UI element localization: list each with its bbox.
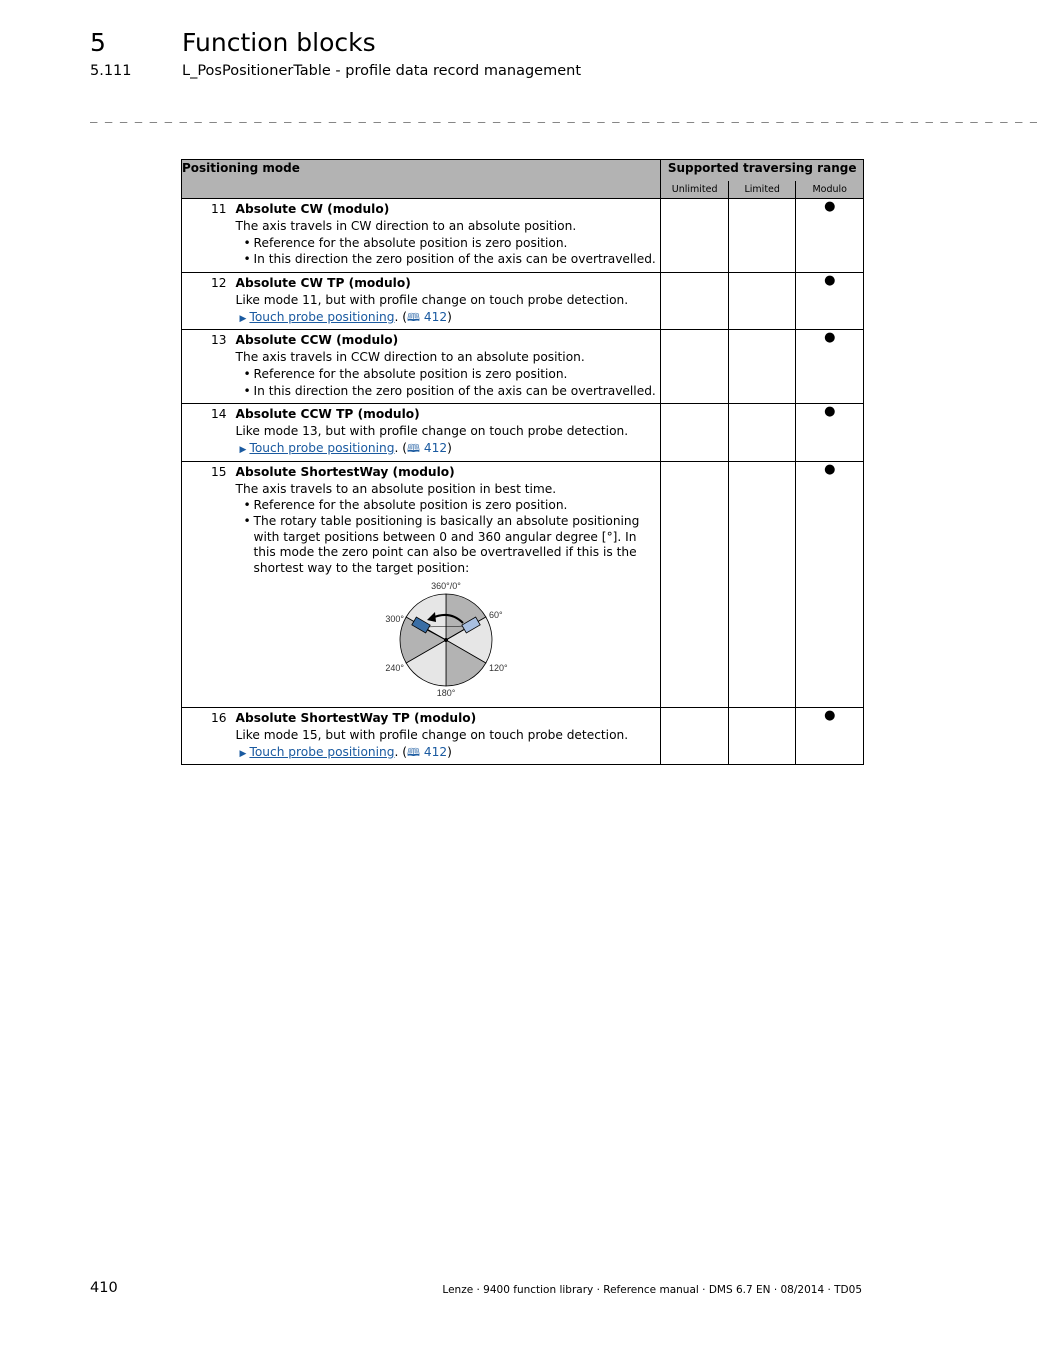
header-rule: _ _ _ _ _ _ _ _ _ _ _ _ _ _ _ _ _ _ _ _ _ _ _ _ _ _ _ _ _ _ _ _ _ _ _ _ _ _ _ _ _ _ _ _ _ _ _ _ _ _ _ _ _ _ _ _ _ _ _ _ _ _ _ _ <box>90 108 1037 123</box>
bullet-item: • The rotary table positioning is basically an absolute positioning with target positions between 0 and 360 angular degree [°]. In this mode the zero point can also be overtravelled if this is the shortest way to the target position: <box>254 514 657 576</box>
bullet-item: • Reference for the absolute position is zero position. <box>254 366 657 383</box>
table-row <box>182 707 864 764</box>
mode-text: Like mode 13, but with profile change on touch probe detection. <box>235 424 629 439</box>
cell-limited <box>728 199 796 273</box>
link-arrow-icon: ▶ <box>239 748 247 759</box>
cell-limited <box>728 330 796 404</box>
cell-limited <box>728 404 796 461</box>
link-arrow-icon: ▶ <box>239 313 247 324</box>
angle-label-180: 180° <box>436 688 456 699</box>
table-row <box>182 273 864 330</box>
cell-unlimited <box>661 199 729 273</box>
book-icon: 🕮 <box>407 310 420 324</box>
mode-description <box>232 199 661 273</box>
mode-text: The axis travels in CW direction to an absolute position. <box>235 218 577 233</box>
bullet-item: • Reference for the absolute position is zero position. <box>254 497 657 514</box>
mode-bullets <box>236 366 657 400</box>
book-icon: 🕮 <box>407 441 420 455</box>
page-reference-link[interactable]: 412 <box>419 309 448 324</box>
mode-title: Absolute CCW (modulo) <box>235 333 399 348</box>
link-arrow-icon: ▶ <box>239 444 247 455</box>
mode-number: 12 <box>182 273 232 330</box>
touch-probe-link[interactable]: Touch probe positioning <box>249 440 395 455</box>
cell-unlimited <box>661 273 729 330</box>
chapter-number: 5 <box>90 28 106 57</box>
header-unlimited: Unlimited <box>661 181 729 199</box>
table-row <box>182 330 864 404</box>
modulo-supported-dot: ● <box>796 404 864 461</box>
mode-number: 14 <box>182 404 232 461</box>
header-traversing-range: Supported traversing range <box>661 160 864 182</box>
mode-description <box>232 707 661 764</box>
rotary-table-svg <box>371 580 521 699</box>
modulo-supported-dot: ● <box>796 273 864 330</box>
mode-bullets <box>236 497 657 576</box>
section-title: L_PosPositionerTable - profile data record management <box>182 63 582 79</box>
table-row <box>182 199 864 273</box>
bullet-item: • In this direction the zero position of the axis can be overtravelled. <box>254 383 657 400</box>
center-point <box>444 638 448 642</box>
table-row <box>182 404 864 461</box>
footer-text: Lenze · 9400 function library · Reference manual · DMS 6.7 EN · 08/2014 · TD05 <box>442 1284 862 1296</box>
mode-description <box>232 330 661 404</box>
mode-title: Absolute CW TP (modulo) <box>235 276 411 290</box>
mode-text: The axis travels to an absolute position in best time. <box>235 481 557 496</box>
mode-bullets <box>236 235 657 269</box>
angle-label-0: 360°/0° <box>431 581 461 592</box>
modulo-supported-dot: ● <box>796 199 864 273</box>
mode-text: Like mode 11, but with profile change on touch probe detection. <box>235 292 629 307</box>
angle-label-240: 240° <box>385 663 404 674</box>
mode-description <box>232 273 661 330</box>
angle-label-300: 300° <box>385 614 404 625</box>
page-number: 410 <box>90 1280 118 1296</box>
rotary-table-diagram <box>236 576 657 705</box>
angle-label-120: 120° <box>488 663 508 674</box>
cell-limited <box>728 273 796 330</box>
table-row <box>182 461 864 707</box>
modulo-supported-dot: ● <box>796 330 864 404</box>
positioning-modes-table <box>181 159 864 765</box>
cross-reference: ▶ Touch probe positioning. (🕮 412) <box>239 309 452 324</box>
section-number: 5.111 <box>90 63 132 79</box>
cell-unlimited <box>661 404 729 461</box>
cross-reference: ▶ Touch probe positioning. (🕮 412) <box>239 744 452 759</box>
modulo-supported-dot: ● <box>796 461 864 707</box>
modulo-supported-dot: ● <box>796 707 864 764</box>
chapter-title: Function blocks <box>182 28 376 57</box>
bullet-item: • In this direction the zero position of the axis can be overtravelled. <box>254 251 657 268</box>
mode-title: Absolute ShortestWay (modulo) <box>235 464 455 479</box>
mode-description <box>232 461 661 707</box>
bullet-item: • Reference for the absolute position is zero position. <box>254 235 657 252</box>
page-reference-link[interactable]: 412 <box>419 744 448 759</box>
table-header-row <box>182 160 864 182</box>
book-icon: 🕮 <box>407 745 420 759</box>
cell-unlimited <box>661 707 729 764</box>
cross-reference: ▶ Touch probe positioning. (🕮 412) <box>239 440 452 455</box>
mode-title: Absolute ShortestWay TP (modulo) <box>235 710 477 725</box>
header-limited: Limited <box>728 181 796 199</box>
mode-title: Absolute CW (modulo) <box>235 202 390 216</box>
header-modulo: Modulo <box>796 181 864 199</box>
header-positioning-mode: Positioning mode <box>182 160 661 199</box>
touch-probe-link[interactable]: Touch probe positioning <box>249 744 395 759</box>
mode-title: Absolute CCW TP (modulo) <box>235 407 420 422</box>
cell-unlimited <box>661 330 729 404</box>
mode-text: The axis travels in CCW direction to an absolute position. <box>235 350 585 365</box>
mode-number: 11 <box>182 199 232 273</box>
cell-limited <box>728 461 796 707</box>
touch-probe-link[interactable]: Touch probe positioning <box>249 309 395 324</box>
mode-number: 15 <box>182 461 232 707</box>
cell-unlimited <box>661 461 729 707</box>
mode-description <box>232 404 661 461</box>
mode-text: Like mode 15, but with profile change on touch probe detection. <box>235 727 629 742</box>
mode-number: 13 <box>182 330 232 404</box>
page-reference-link[interactable]: 412 <box>419 440 448 455</box>
angle-label-60: 60° <box>488 610 503 621</box>
cell-limited <box>728 707 796 764</box>
mode-number: 16 <box>182 707 232 764</box>
